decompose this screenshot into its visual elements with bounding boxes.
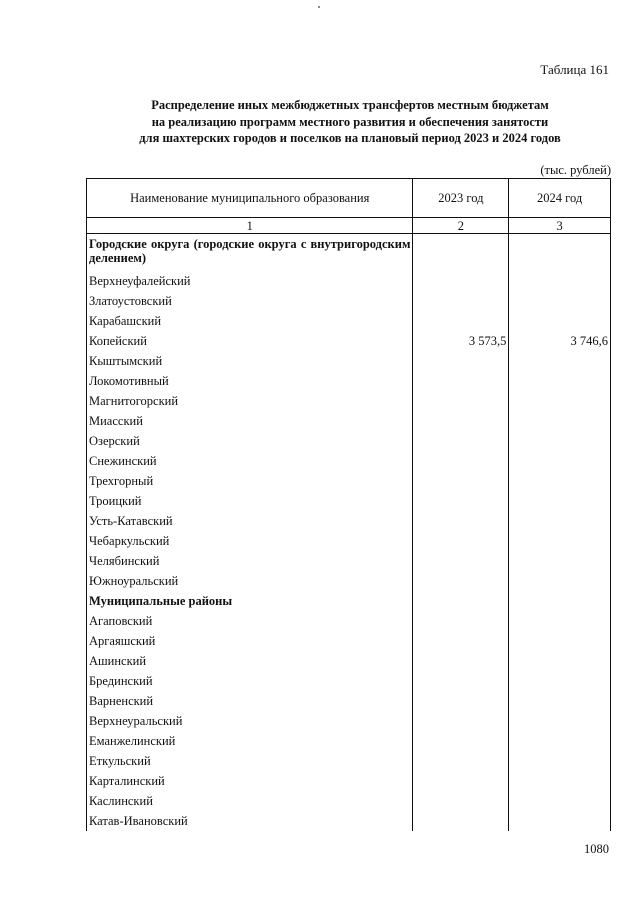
value-2023 xyxy=(413,731,509,751)
value-2023 xyxy=(413,611,509,631)
municipality-name: Ашинский xyxy=(87,651,413,671)
municipality-name: Южноуральский xyxy=(87,571,413,591)
value-2024 xyxy=(509,371,611,391)
value-2024 xyxy=(509,311,611,331)
municipality-name: Кыштымский xyxy=(87,351,413,371)
value-2024 xyxy=(509,451,611,471)
value-2023 xyxy=(413,791,509,811)
units-label: (тыс. рублей) xyxy=(540,163,611,177)
value-2024 xyxy=(509,591,611,611)
municipality-name: Городские округа (городские округа с внутригородским делением) xyxy=(87,234,413,272)
value-2024 xyxy=(509,234,611,272)
table-row xyxy=(87,311,611,331)
value-2023 xyxy=(413,631,509,651)
column-header-name: Наименование муниципального образования xyxy=(87,179,413,218)
column-header-2024: 2024 год xyxy=(509,179,611,218)
table-row xyxy=(87,351,611,371)
table-row xyxy=(87,671,611,691)
municipality-name: Троицкий xyxy=(87,491,413,511)
municipality-name: Усть-Катавский xyxy=(87,511,413,531)
table-row xyxy=(87,531,611,551)
value-2024 xyxy=(509,651,611,671)
municipality-name: Еманжелинский xyxy=(87,731,413,751)
municipality-name: Карталинский xyxy=(87,771,413,791)
table-row xyxy=(87,411,611,431)
value-2023 xyxy=(413,311,509,331)
municipality-name: Агаповский xyxy=(87,611,413,631)
table-header xyxy=(87,179,611,234)
municipality-name: Каслинский xyxy=(87,791,413,811)
table-row xyxy=(87,234,611,272)
value-2023 xyxy=(413,291,509,311)
municipality-name: Еткульский xyxy=(87,751,413,771)
municipality-name: Миасский xyxy=(87,411,413,431)
table-row xyxy=(87,571,611,591)
scan-mark xyxy=(318,6,320,8)
value-2023 xyxy=(413,411,509,431)
value-2023 xyxy=(413,511,509,531)
page-number: 1080 xyxy=(584,842,609,856)
municipality-name: Аргаяшский xyxy=(87,631,413,651)
table-row xyxy=(87,551,611,571)
value-2023 xyxy=(413,371,509,391)
value-2023 xyxy=(413,451,509,471)
table-row xyxy=(87,471,611,491)
value-2024 xyxy=(509,531,611,551)
table-row xyxy=(87,651,611,671)
table-row xyxy=(87,591,611,611)
municipality-name: Муниципальные районы xyxy=(87,591,413,611)
value-2023 xyxy=(413,351,509,371)
table-row xyxy=(87,791,611,811)
heading-line-3: для шахтерских городов и поселков на плановый период 2023 и 2024 годов xyxy=(139,131,561,145)
municipality-name: Варненский xyxy=(87,691,413,711)
value-2023 xyxy=(413,711,509,731)
table-row xyxy=(87,371,611,391)
municipality-name: Карабашский xyxy=(87,311,413,331)
value-2023 xyxy=(413,571,509,591)
table-row xyxy=(87,431,611,451)
table-row xyxy=(87,771,611,791)
value-2024 xyxy=(509,291,611,311)
value-2023 xyxy=(413,691,509,711)
table-row xyxy=(87,271,611,291)
table-row xyxy=(87,691,611,711)
document-heading xyxy=(60,97,640,147)
value-2024 xyxy=(509,271,611,291)
value-2024 xyxy=(509,691,611,711)
value-2024 xyxy=(509,491,611,511)
value-2024 xyxy=(509,751,611,771)
table-row xyxy=(87,291,611,311)
value-2023 xyxy=(413,751,509,771)
municipality-name: Копейский xyxy=(87,331,413,351)
municipality-name: Озерский xyxy=(87,431,413,451)
value-2024 xyxy=(509,571,611,591)
value-2024 xyxy=(509,731,611,751)
table-row xyxy=(87,391,611,411)
value-2024 xyxy=(509,631,611,651)
column-number-1: 1 xyxy=(87,218,413,234)
value-2023 xyxy=(413,491,509,511)
municipality-name: Верхнеуральский xyxy=(87,711,413,731)
value-2024 xyxy=(509,711,611,731)
table-row xyxy=(87,751,611,771)
value-2023 xyxy=(413,531,509,551)
table-row xyxy=(87,451,611,471)
table-row xyxy=(87,811,611,831)
value-2023 xyxy=(413,591,509,611)
value-2024 xyxy=(509,411,611,431)
table-body xyxy=(87,234,611,832)
heading-line-1: Распределение иных межбюджетных трансфертов местным бюджетам xyxy=(151,98,549,112)
municipality-name: Брединский xyxy=(87,671,413,691)
value-2023 xyxy=(413,271,509,291)
municipality-name: Челябинский xyxy=(87,551,413,571)
municipality-name: Трехгорный xyxy=(87,471,413,491)
table-row xyxy=(87,491,611,511)
table-row xyxy=(87,631,611,651)
value-2023: 3 573,5 xyxy=(413,331,509,351)
municipality-name: Верхнеуфалейский xyxy=(87,271,413,291)
column-number-3: 3 xyxy=(509,218,611,234)
value-2024 xyxy=(509,391,611,411)
value-2023 xyxy=(413,651,509,671)
table-row xyxy=(87,731,611,751)
value-2024: 3 746,6 xyxy=(509,331,611,351)
transfers-table xyxy=(86,178,611,831)
value-2023 xyxy=(413,551,509,571)
value-2024 xyxy=(509,791,611,811)
municipality-name: Магнитогорский xyxy=(87,391,413,411)
value-2024 xyxy=(509,551,611,571)
municipality-name: Снежинский xyxy=(87,451,413,471)
value-2023 xyxy=(413,234,509,272)
column-number-row xyxy=(87,218,611,234)
municipality-name: Чебаркульский xyxy=(87,531,413,551)
value-2024 xyxy=(509,811,611,831)
municipality-name: Локомотивный xyxy=(87,371,413,391)
municipality-name: Златоустовский xyxy=(87,291,413,311)
table-row xyxy=(87,331,611,351)
table-row xyxy=(87,611,611,631)
value-2024 xyxy=(509,771,611,791)
municipality-name: Катав-Ивановский xyxy=(87,811,413,831)
value-2023 xyxy=(413,391,509,411)
column-number-2: 2 xyxy=(413,218,509,234)
column-header-2023: 2023 год xyxy=(413,179,509,218)
value-2024 xyxy=(509,351,611,371)
heading-line-2: на реализацию программ местного развития и обеспечения занятости xyxy=(151,114,549,129)
table-row xyxy=(87,511,611,531)
value-2024 xyxy=(509,671,611,691)
header-row xyxy=(87,179,611,218)
value-2023 xyxy=(413,671,509,691)
value-2024 xyxy=(509,511,611,531)
value-2024 xyxy=(509,431,611,451)
value-2023 xyxy=(413,431,509,451)
value-2023 xyxy=(413,471,509,491)
value-2024 xyxy=(509,471,611,491)
value-2023 xyxy=(413,771,509,791)
value-2024 xyxy=(509,611,611,631)
value-2023 xyxy=(413,811,509,831)
table-row xyxy=(87,711,611,731)
table-label: Таблица 161 xyxy=(540,62,609,77)
